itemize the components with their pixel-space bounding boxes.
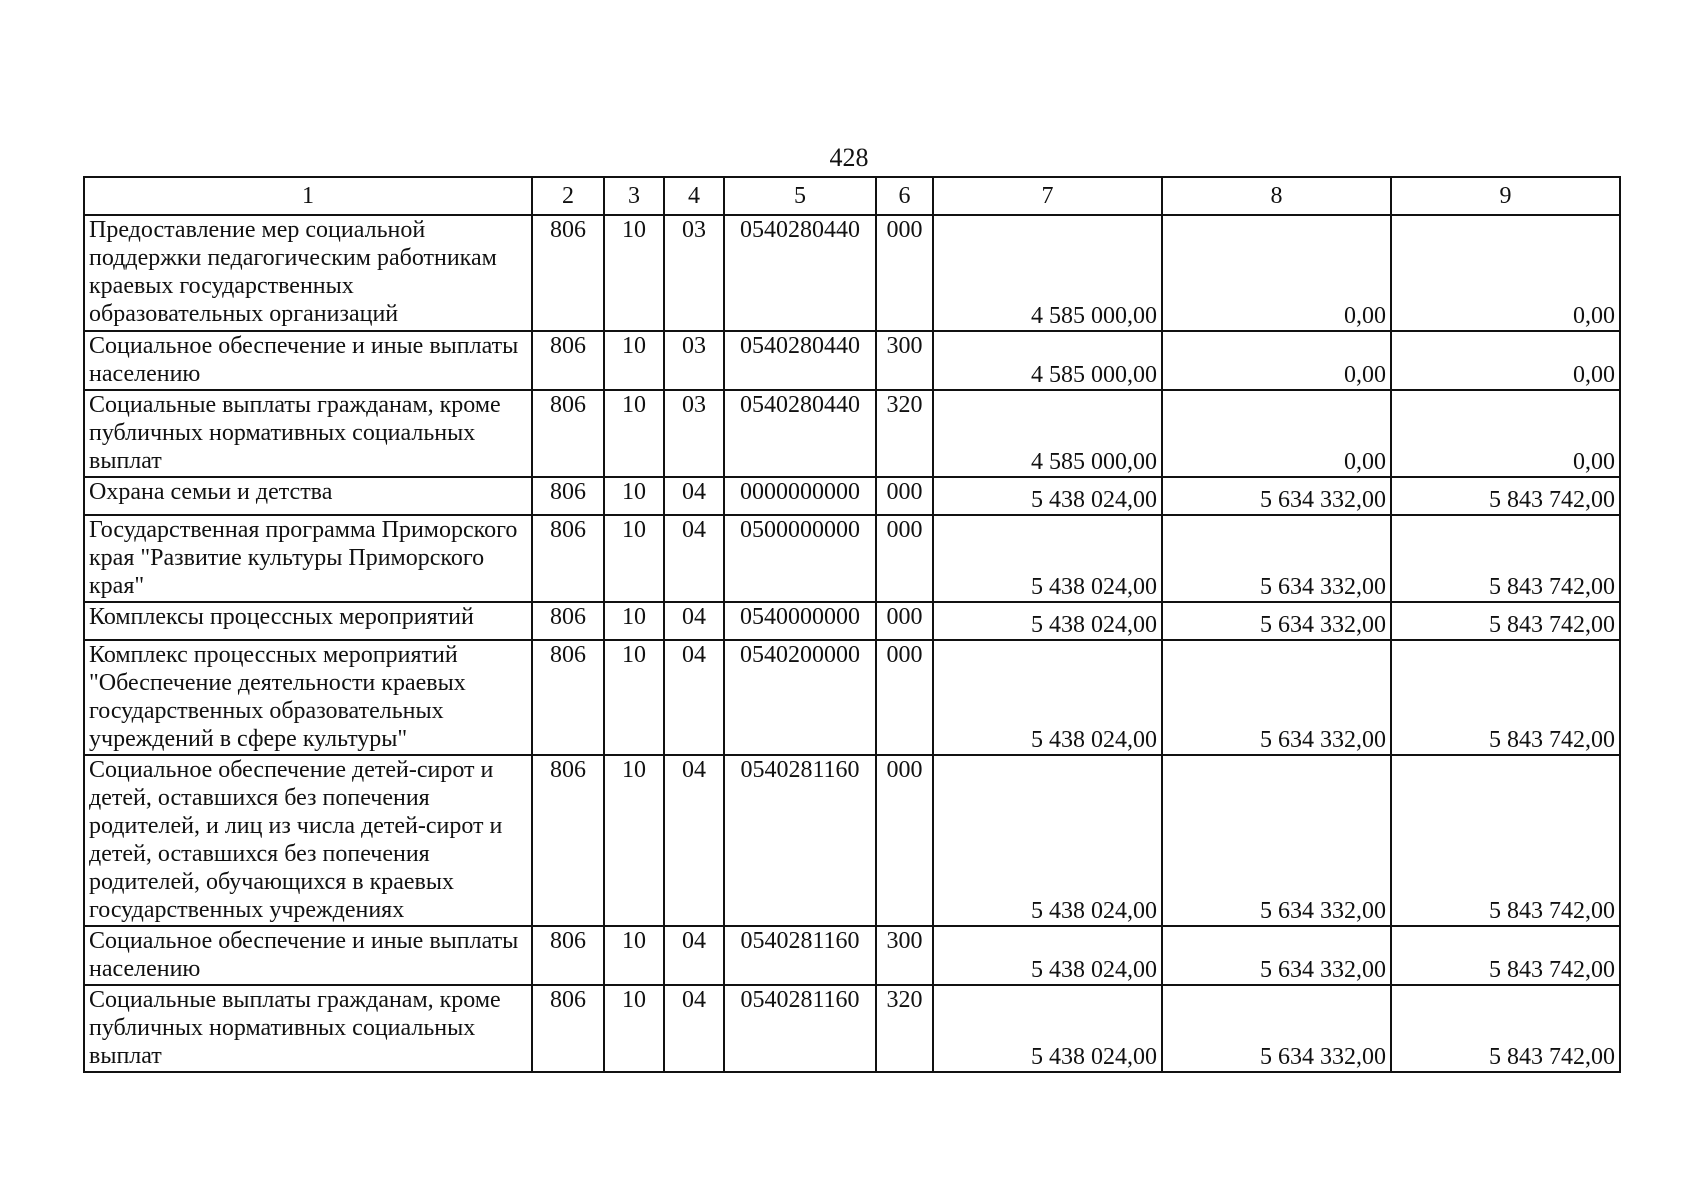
row-name: Социальное обеспечение и иные выплаты населению <box>84 331 532 390</box>
row-ministry-code: 806 <box>532 477 604 515</box>
row-target-code: 0540280440 <box>724 331 876 390</box>
row-ministry-code: 806 <box>532 926 604 985</box>
row-expense-type-code: 000 <box>876 515 933 602</box>
table-row <box>84 640 1620 755</box>
table-row <box>84 985 1620 1072</box>
column-header: 1 <box>84 177 532 215</box>
row-amount-col8: 5 634 332,00 <box>1162 515 1391 602</box>
row-target-code: 0540281160 <box>724 985 876 1072</box>
row-ministry-code: 806 <box>532 215 604 331</box>
table-row <box>84 215 1620 331</box>
row-amount-col9: 0,00 <box>1391 215 1620 331</box>
row-name: Социальное обеспечение и иные выплаты населению <box>84 926 532 985</box>
row-amount-col9: 5 843 742,00 <box>1391 926 1620 985</box>
row-amount-col7: 5 438 024,00 <box>933 926 1162 985</box>
row-expense-type-code: 000 <box>876 755 933 926</box>
row-target-code: 0540280440 <box>724 390 876 477</box>
row-amount-col9: 5 843 742,00 <box>1391 602 1620 640</box>
row-ministry-code: 806 <box>532 390 604 477</box>
table-header-row <box>84 177 1620 215</box>
row-name: Социальное обеспечение детей-сирот и детей, оставшихся без попечения родителей, и лиц из числа детей-сирот и детей, оставшихся без попечения родителей, обучающихся в краевых государственных учреждениях <box>84 755 532 926</box>
row-subsection-code: 03 <box>664 390 724 477</box>
row-name: Государственная программа Приморского края "Развитие культуры Приморского края" <box>84 515 532 602</box>
column-header: 7 <box>933 177 1162 215</box>
row-section-code: 10 <box>604 390 664 477</box>
row-section-code: 10 <box>604 477 664 515</box>
column-header: 2 <box>532 177 604 215</box>
row-section-code: 10 <box>604 755 664 926</box>
row-subsection-code: 04 <box>664 477 724 515</box>
row-ministry-code: 806 <box>532 640 604 755</box>
row-amount-col8: 5 634 332,00 <box>1162 926 1391 985</box>
row-section-code: 10 <box>604 640 664 755</box>
row-amount-col7: 5 438 024,00 <box>933 477 1162 515</box>
column-header: 5 <box>724 177 876 215</box>
row-name: Охрана семьи и детства <box>84 477 532 515</box>
row-section-code: 10 <box>604 331 664 390</box>
row-amount-col7: 4 585 000,00 <box>933 390 1162 477</box>
row-subsection-code: 03 <box>664 331 724 390</box>
row-amount-col8: 5 634 332,00 <box>1162 755 1391 926</box>
row-subsection-code: 04 <box>664 640 724 755</box>
row-target-code: 0540281160 <box>724 926 876 985</box>
row-target-code: 0540000000 <box>724 602 876 640</box>
row-expense-type-code: 000 <box>876 477 933 515</box>
row-expense-type-code: 320 <box>876 390 933 477</box>
row-expense-type-code: 000 <box>876 640 933 755</box>
row-subsection-code: 04 <box>664 602 724 640</box>
table-row <box>84 602 1620 640</box>
row-subsection-code: 04 <box>664 755 724 926</box>
table-row <box>84 477 1620 515</box>
row-section-code: 10 <box>604 985 664 1072</box>
row-amount-col7: 5 438 024,00 <box>933 985 1162 1072</box>
column-header: 3 <box>604 177 664 215</box>
row-amount-col8: 5 634 332,00 <box>1162 985 1391 1072</box>
row-expense-type-code: 300 <box>876 331 933 390</box>
row-amount-col8: 5 634 332,00 <box>1162 477 1391 515</box>
row-expense-type-code: 000 <box>876 215 933 331</box>
row-subsection-code: 04 <box>664 515 724 602</box>
row-amount-col9: 5 843 742,00 <box>1391 985 1620 1072</box>
budget-table <box>83 176 1621 1073</box>
row-amount-col7: 5 438 024,00 <box>933 515 1162 602</box>
row-target-code: 0000000000 <box>724 477 876 515</box>
row-name: Предоставление мер социальной поддержки педагогическим работникам краевых государственных образовательных организаций <box>84 215 532 331</box>
row-amount-col7: 5 438 024,00 <box>933 755 1162 926</box>
row-target-code: 0500000000 <box>724 515 876 602</box>
row-amount-col8: 5 634 332,00 <box>1162 640 1391 755</box>
column-header: 4 <box>664 177 724 215</box>
row-amount-col9: 5 843 742,00 <box>1391 515 1620 602</box>
row-target-code: 0540280440 <box>724 215 876 331</box>
row-amount-col8: 0,00 <box>1162 390 1391 477</box>
row-ministry-code: 806 <box>532 331 604 390</box>
page-number: 428 <box>829 143 869 172</box>
row-amount-col7: 5 438 024,00 <box>933 640 1162 755</box>
table-row <box>84 926 1620 985</box>
row-amount-col9: 0,00 <box>1391 331 1620 390</box>
row-expense-type-code: 300 <box>876 926 933 985</box>
table-row <box>84 755 1620 926</box>
row-amount-col9: 5 843 742,00 <box>1391 640 1620 755</box>
table-row <box>84 390 1620 477</box>
row-amount-col8: 0,00 <box>1162 215 1391 331</box>
row-section-code: 10 <box>604 926 664 985</box>
row-section-code: 10 <box>604 602 664 640</box>
row-expense-type-code: 000 <box>876 602 933 640</box>
row-amount-col9: 5 843 742,00 <box>1391 477 1620 515</box>
row-amount-col7: 5 438 024,00 <box>933 602 1162 640</box>
row-target-code: 0540200000 <box>724 640 876 755</box>
row-target-code: 0540281160 <box>724 755 876 926</box>
row-ministry-code: 806 <box>532 602 604 640</box>
column-header: 8 <box>1162 177 1391 215</box>
row-ministry-code: 806 <box>532 985 604 1072</box>
column-header: 6 <box>876 177 933 215</box>
column-header: 9 <box>1391 177 1620 215</box>
row-name: Социальные выплаты гражданам, кроме публичных нормативных социальных выплат <box>84 390 532 477</box>
row-section-code: 10 <box>604 215 664 331</box>
row-ministry-code: 806 <box>532 515 604 602</box>
table-row <box>84 515 1620 602</box>
row-amount-col8: 5 634 332,00 <box>1162 602 1391 640</box>
row-section-code: 10 <box>604 515 664 602</box>
row-subsection-code: 04 <box>664 926 724 985</box>
row-amount-col9: 0,00 <box>1391 390 1620 477</box>
row-expense-type-code: 320 <box>876 985 933 1072</box>
row-name: Социальные выплаты гражданам, кроме публичных нормативных социальных выплат <box>84 985 532 1072</box>
row-subsection-code: 04 <box>664 985 724 1072</box>
row-ministry-code: 806 <box>532 755 604 926</box>
row-amount-col7: 4 585 000,00 <box>933 215 1162 331</box>
row-amount-col7: 4 585 000,00 <box>933 331 1162 390</box>
row-amount-col9: 5 843 742,00 <box>1391 755 1620 926</box>
row-name: Комплекс процессных мероприятий "Обеспечение деятельности краевых государственных образовательных учреждений в сфере культуры" <box>84 640 532 755</box>
row-subsection-code: 03 <box>664 215 724 331</box>
row-name: Комплексы процессных мероприятий <box>84 602 532 640</box>
row-amount-col8: 0,00 <box>1162 331 1391 390</box>
table-row <box>84 331 1620 390</box>
